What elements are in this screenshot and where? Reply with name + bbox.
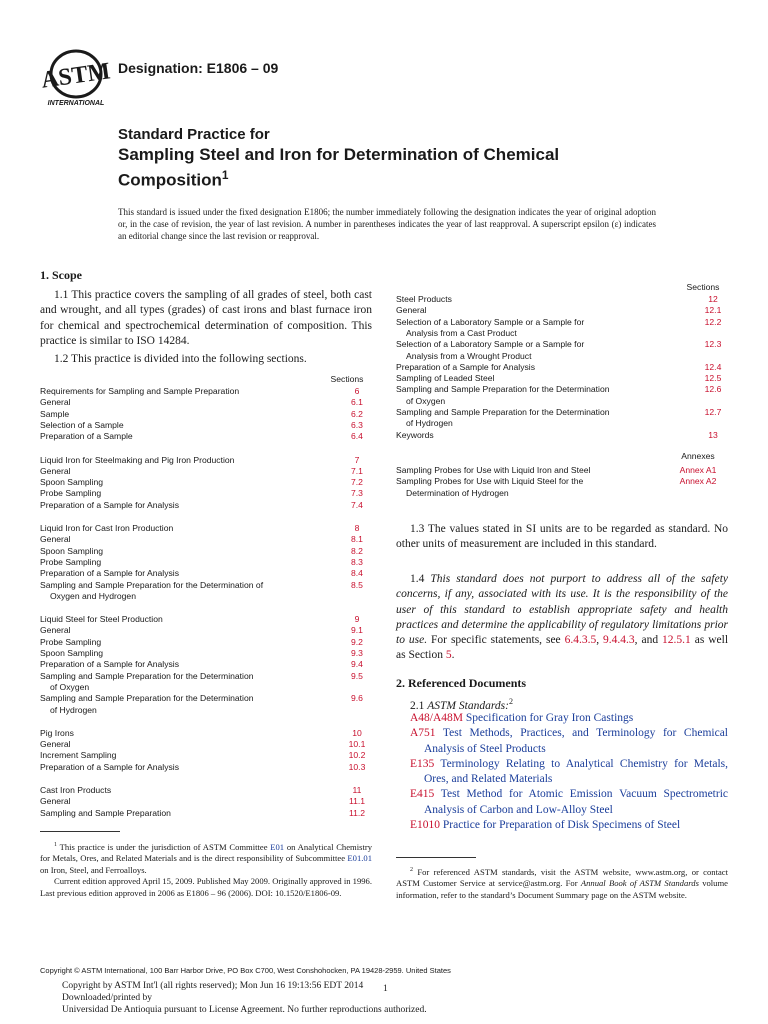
toc-section-link[interactable]: 6 (354, 386, 360, 396)
toc-label: General (40, 796, 71, 807)
toc-section-link[interactable]: 9.3 (351, 648, 363, 658)
toc-section-link[interactable]: 10.3 (348, 761, 366, 772)
toc-section-link[interactable]: 8.3 (351, 556, 363, 567)
toc-section-link[interactable]: 12.2 (704, 316, 722, 327)
toc-label: Selection of a Sample (40, 419, 124, 430)
scope-heading: 1. Scope (40, 268, 82, 282)
toc-section-link[interactable]: 8 (354, 523, 360, 533)
astm-logo (40, 48, 112, 108)
toc-label: Pig Irons (40, 727, 74, 738)
toc-section-link[interactable]: 11 (352, 785, 362, 795)
reference-title-link[interactable]: Terminology Relating to Analytical Chemistry for Metals, Ores, and Related Materials (424, 757, 728, 786)
toc-section-link[interactable]: 9.5 (351, 670, 363, 681)
toc-label: Steel Products (396, 294, 452, 304)
ref-12-5-1[interactable]: 12.5.1 (662, 634, 691, 647)
para-1-2: 1.2 This practice is divided into the following sections. (54, 353, 307, 365)
reference-code-link[interactable]: A48/A48M (410, 712, 464, 724)
toc-label: Sampling and Sample Preparation for the Determination (396, 407, 610, 417)
toc-label: Liquid Iron for Steelmaking and Pig Iron Production (40, 454, 235, 465)
toc-label: Analysis from a Wrought Product (406, 350, 532, 361)
toc-label: Sampling and Sample Preparation for the Determination (40, 670, 254, 681)
annex-label: Sampling Probes for Use with Liquid Steel for the (396, 476, 584, 487)
toc-label: of Oxygen (406, 395, 446, 406)
reference-item (410, 787, 728, 818)
copyright-line: Copyright © ASTM International, 100 Barr Harbor Drive, PO Box C700, West Conshohocken, PA 19428-2959. United States (40, 966, 451, 975)
toc-section-link[interactable]: 6.1 (351, 397, 363, 408)
toc-label: Probe Sampling (40, 556, 102, 567)
toc-label: Sampling of Leaded Steel (396, 373, 495, 384)
toc-section-link[interactable]: 12.4 (704, 361, 722, 372)
toc-section-link[interactable]: 11.1 (348, 796, 366, 807)
references-heading: 2. Referenced Documents (396, 676, 527, 690)
reference-code-link[interactable]: E135 (410, 757, 435, 770)
astm-standards-subheading: 2.1 ASTM Standards:$^2$ (410, 697, 513, 712)
toc-section-link[interactable]: 12.3 (704, 339, 722, 350)
toc-label: Spoon Sampling (40, 648, 104, 658)
toc-section-link[interactable]: 12.7 (704, 407, 722, 417)
toc-label: Increment Sampling (40, 750, 117, 761)
toc-section-link[interactable]: 6.4 (351, 431, 363, 442)
toc-section-link[interactable]: 8.5 (351, 579, 363, 590)
annex-link[interactable]: Annex A2 (679, 476, 717, 487)
toc-label: Keywords (396, 429, 434, 440)
toc-section-link[interactable]: 6.2 (351, 408, 363, 419)
toc-section-link[interactable]: 12.6 (704, 384, 722, 395)
annex-label: Sampling Probes for Use with Liquid Iron and Steel (396, 464, 591, 475)
toc-label: of Oxygen (50, 681, 90, 692)
annex-link[interactable]: Annex A1 (679, 464, 717, 475)
toc-right (396, 282, 728, 522)
issue-note: This standard is issued under the fixed designation E1806; the number immediately following the designation indicates the year of original adoption or, in the case of revision, the year of last revision. A number in parentheses indicates the year of last reapproval. A superscript epsilon (ε) indicates an editorial change since the last revision or reapproval. (118, 207, 656, 241)
para-1-3: 1.3 The values stated in SI units are to be regarded as standard. No other units of measurement are included in this standard. (396, 523, 728, 551)
footnote-2: $^2$ For referenced ASTM standards, visit the ASTM website, www.astm.org, or contact ASTM Customer Service at service@astm.org. For Annual Book of ASTM Standards volume information, refer to the standard’s Document Summary page on the ASTM website. (396, 866, 728, 900)
toc-label: General (40, 465, 71, 476)
reference-item (410, 711, 728, 726)
toc-label: Sampling and Sample Preparation for the Determination (40, 693, 254, 704)
ref-9-4-4-3[interactable]: 9.4.4.3 (603, 634, 635, 647)
reference-title-link[interactable]: Test Methods, Practices, and Terminology for Chemical Analysis of Steel Products (424, 727, 728, 755)
toc-label: General (40, 397, 71, 408)
toc-label: Preparation of a Sample for Analysis (40, 761, 180, 772)
toc-label: Preparation of a Sample for Analysis (40, 499, 180, 510)
toc-section-link[interactable]: 9 (354, 614, 360, 625)
annex-label: Determination of Hydrogen (406, 487, 509, 498)
toc-section-link[interactable]: 11.2 (348, 807, 366, 818)
toc-section-link[interactable]: 10.2 (348, 750, 366, 761)
reference-code-link[interactable]: A751 (410, 727, 436, 740)
toc-label: Oxygen and Hydrogen (50, 590, 136, 601)
toc-label: Spoon Sampling (40, 477, 104, 488)
toc-label: Selection of a Laboratory Sample or a Sample for (396, 316, 585, 327)
reference-title-link[interactable]: Specification for Gray Iron Castings (463, 712, 634, 724)
title-line-1: Standard Practice for (118, 126, 270, 143)
toc-label: Analysis from a Cast Product (406, 327, 517, 338)
toc-label: General (40, 534, 71, 545)
toc-label: Cast Iron Products (40, 785, 112, 795)
sections-header: Sections (330, 374, 364, 384)
link-e01[interactable]: E01 (270, 841, 285, 852)
title-line-3: Composition$^1$ (118, 168, 229, 190)
toc-label: General (396, 305, 427, 316)
footnote-1: $^1$ This practice is under the jurisdiction of ASTM Committee E01 on Analytical Chemistry for Metals, Ores, and Related Materials and is the direct responsibility of Subcommittee E01.01 on Iron, Steel, and Ferroalloys. Current edition approved April 15, 2009. Published May 2009. Originally approved in 1996. Last previous edition approved in 2006 as E1806 – 96 (2006). DOI: 10.1520/E1806-09. (40, 841, 373, 898)
toc-section-link[interactable]: 13 (708, 429, 718, 440)
toc-label: of Hydrogen (50, 704, 97, 715)
reference-list (410, 711, 728, 833)
toc-label: Spoon Sampling (40, 545, 104, 556)
toc-section-link[interactable]: 9.6 (351, 693, 363, 704)
page-number: 1 (383, 984, 388, 994)
download-notice: Copyright by ASTM Int'l (all rights reserved); Mon Jun 16 19:13:56 EDT 2014 Downloaded/printed by Universidad De Antioquia pursuant to License Agreement. No further reproductions authorized. (62, 981, 427, 1015)
toc-label: Sampling and Sample Preparation for the Determination of (40, 579, 264, 590)
toc-label: Probe Sampling (40, 636, 102, 647)
toc-section-link[interactable]: 7.1 (351, 465, 363, 476)
toc-section-link[interactable]: 7.2 (351, 477, 363, 488)
toc-label: Preparation of a Sample for Analysis (396, 361, 536, 372)
toc-label: Preparation of a Sample for Analysis (40, 568, 180, 579)
toc-label: Probe Sampling (40, 488, 102, 499)
toc-section-link[interactable]: 9.1 (351, 625, 363, 636)
ref-section-5[interactable]: 5 (445, 649, 452, 662)
toc-section-link[interactable]: 6.3 (351, 419, 363, 430)
para-1-4: 1.4 This standard does not purport to address all of the safety concerns, if any, associated with its use. It is the responsibility of the user of this standard to establish appropriate safety and health practices and determine the applicability of regulatory limitations prior to use. For specific statements, see 6.4.3.5, 9.4.4.3, and 12.5.1 as well as Section 5. (396, 573, 729, 662)
toc-label: General (40, 625, 71, 636)
annexes-header: Annexes (681, 450, 715, 461)
toc-left (40, 374, 372, 818)
footnote-rule-right (396, 857, 476, 858)
toc-section-link[interactable]: 12.1 (704, 305, 722, 316)
title-block (118, 126, 718, 191)
logo-text: ASTM (40, 58, 112, 94)
reference-item (410, 726, 728, 757)
para-1-1: 1.1 This practice covers the sampling of all grades of steel, both cast and wrought, and all types (grades) of cast irons and blast furnace iron for chemical and spectrochemical determination of composition. This practice is similar to ISO 14284. (40, 289, 372, 347)
toc-section-link[interactable]: 8.2 (351, 545, 363, 556)
toc-label: Liquid Iron for Cast Iron Production (40, 523, 174, 533)
designation: Designation: E1806 – 09 (118, 60, 279, 76)
link-e0101[interactable]: E01.01 (347, 853, 372, 864)
toc-label: Sampling and Sample Preparation for the Determination (396, 384, 610, 395)
reference-code-link[interactable]: E1010 (410, 819, 441, 832)
toc-section-link[interactable]: 8.4 (351, 568, 363, 579)
title-line-2: Sampling Steel and Iron for Determination of Chemical (118, 145, 560, 164)
toc-section-link[interactable]: 9.2 (351, 636, 363, 647)
toc-label: Sample (40, 408, 70, 419)
toc-section-link[interactable]: 7 (354, 454, 360, 465)
toc-label: General (40, 739, 71, 750)
logo-subtext: INTERNATIONAL (47, 100, 105, 107)
toc-section-link[interactable]: 8.1 (351, 534, 363, 545)
sections-header-right: Sections (686, 282, 720, 292)
ref-6-4-3-5[interactable]: 6.4.3.5 (564, 634, 597, 647)
toc-label: Requirements for Sampling and Sample Preparation (40, 386, 240, 396)
toc-label: Selection of a Laboratory Sample or a Sample for (396, 339, 585, 350)
reference-item (410, 757, 728, 788)
toc-section-link[interactable]: 10.1 (348, 739, 366, 750)
toc-section-link[interactable]: 7.3 (351, 488, 363, 499)
toc-label: of Hydrogen (406, 418, 453, 429)
reference-item (410, 818, 728, 833)
toc-label: Preparation of a Sample (40, 431, 133, 442)
toc-section-link[interactable]: 12 (708, 294, 718, 304)
toc-section-link[interactable]: 10 (352, 727, 362, 738)
footnote-rule-left (40, 831, 120, 832)
reference-title-link[interactable]: Practice for Preparation of Disk Specimens of Steel (440, 819, 681, 832)
toc-label: Liquid Steel for Steel Production (40, 614, 163, 625)
reference-code-link[interactable]: E415 (410, 788, 435, 801)
toc-section-link[interactable]: 9.4 (351, 659, 363, 670)
reference-title-link[interactable]: Test Method for Atomic Emission Vacuum Spectrometric Analysis of Carbon and Low-Alloy Steel (424, 788, 728, 816)
toc-label: Sampling and Sample Preparation (40, 807, 171, 818)
toc-section-link[interactable]: 7.4 (351, 499, 363, 510)
toc-section-link[interactable]: 12.5 (704, 373, 722, 384)
toc-label: Preparation of a Sample for Analysis (40, 659, 180, 670)
